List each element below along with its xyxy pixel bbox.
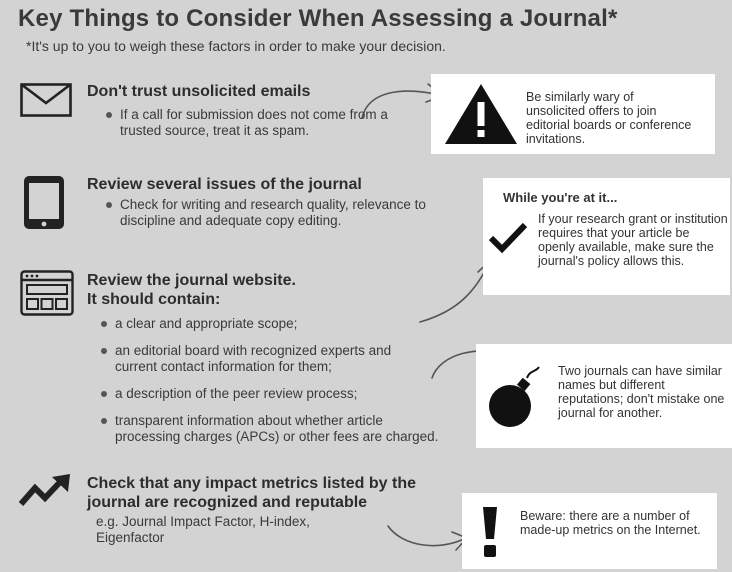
section-heading-emails: Don't trust unsolicited emails	[87, 83, 311, 100]
section-heading-website	[87, 271, 296, 309]
callout-unsolicited-offers	[431, 74, 715, 154]
callout-text: Be similarly wary of unsolicited offers to join editorial boards or conference invitations.	[526, 90, 692, 146]
list-item: a clear and appropriate scope;	[99, 316, 459, 332]
exclamation-icon	[480, 505, 500, 559]
callout-heading: While you're at it...	[503, 190, 618, 205]
section-bullets-emails	[104, 107, 404, 139]
bomb-icon	[484, 364, 544, 430]
callout-open-access	[483, 178, 730, 295]
callout-fake-metrics	[462, 493, 717, 569]
heading-line: It should contain:	[87, 291, 221, 308]
heading-line: Review the journal website.	[87, 272, 296, 289]
section-heading-issues: Review several issues of the journal	[87, 176, 362, 193]
list-item: If a call for submission does not come from a trusted source, treat it as spam.	[104, 107, 404, 139]
callout-text: Two journals can have similar names but different reputations; don't mistake one journal for another.	[558, 364, 725, 420]
arrow-4	[388, 526, 466, 546]
list-item: an editorial board with recognized experts and current contact information for them;	[99, 343, 404, 375]
section-bullets-issues	[104, 197, 474, 229]
page-subtitle: *It's up to you to weigh these factors in order to make your decision.	[26, 38, 446, 54]
section-bullets-website	[99, 316, 459, 445]
section-heading-metrics: Check that any impact metrics listed by the journal are recognized and reputable	[87, 475, 416, 511]
callout-similar-names	[476, 344, 732, 448]
list-item: a description of the peer review process;	[99, 386, 459, 402]
metrics-examples: e.g. Journal Impact Factor, H-index, Eigenfactor	[96, 514, 310, 545]
trend-arrow-icon	[18, 474, 72, 510]
list-item: Check for writing and research quality, relevance to discipline and adequate copy editing.	[104, 197, 474, 229]
list-item: transparent information about whether article processing charges (APCs) or other fees are charged.	[99, 413, 444, 445]
callout-text: If your research grant or institution requires that your article be openly available, make sure the journal's policy allows this.	[538, 212, 728, 268]
tablet-icon	[23, 175, 65, 230]
warning-triangle-icon	[443, 82, 519, 146]
checkmark-icon	[488, 222, 528, 254]
browser-window-icon	[20, 270, 74, 316]
page-title: Key Things to Consider When Assessing a Journal*	[18, 5, 618, 32]
callout-text: Beware: there are a number of made-up metrics on the Internet.	[520, 509, 701, 537]
envelope-icon	[20, 83, 72, 117]
